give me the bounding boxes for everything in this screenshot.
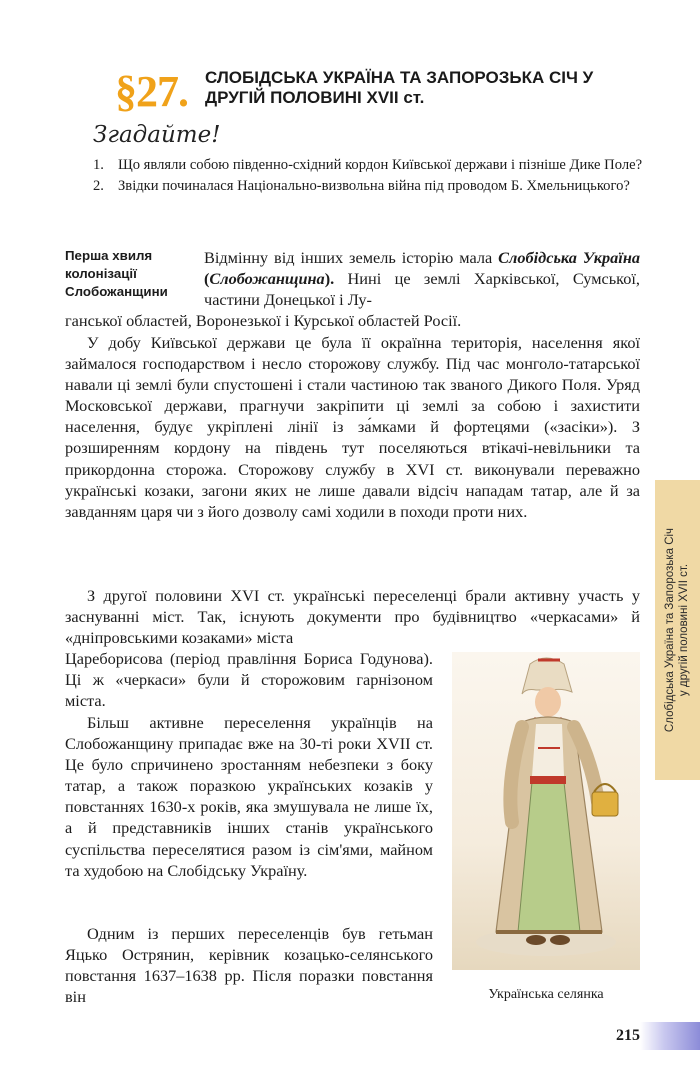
chapter-side-tab xyxy=(655,480,700,780)
intro-text: Відмінну від інших земель історію мала xyxy=(204,248,499,267)
list-item xyxy=(93,176,643,197)
recall-heading: Згадайте! xyxy=(93,122,221,148)
paren-close: ). xyxy=(324,269,335,289)
question-number: 1. xyxy=(93,157,104,173)
paren-open: ( xyxy=(204,269,210,289)
paragraph-tsareborysov: Цареборисова (період правління Бориса Годунова). Ці ж «черкаси» були й сторожовим гарнізоном міста. xyxy=(65,649,433,711)
chapter-title: СЛОБІДСЬКА УКРАЇНА ТА ЗАПОРОЗЬКА СІЧ У ДРУГІЙ ПОЛОВИНІ XVII ст. xyxy=(205,68,594,107)
intro-text-rest: Нині це землі Харківської, Сумської, частини Донецької і Лу- xyxy=(204,269,640,310)
chapter-header xyxy=(115,64,655,124)
paragraph-ostryanyn: Одним із перших переселенців був гетьман Яцько Острянин, керівник козацько-селянського повстання 1637–1638 рр. Після поразки повстання він xyxy=(65,924,433,1007)
paragraph-intro xyxy=(204,247,640,310)
paragraph-kyiv-era: У добу Київської держави це була її окраїнна територія, населення якої займалося господарством і несло сторожову службу. Під час монголо-татарської навали ці землі були спустошені і стали частиною так званого Дикого Поля. Уряд Московської держави, прагнучи закріпити ці землі за собою і захистити населення, будує укріплені лінії із за́мками й фортецями («засіки»). З розширенням кордону на південь тут поселяються втікачі-невільники та прикордонна сторожа. Сторожову службу в XVI ст. виконували переважно українські козаки, загони яких не лише давали відсіч нападам татар, але й за завданням царя чи з його дозволу самі ходили в походи проти них. xyxy=(65,333,640,521)
paragraph-settlers-cities: З другої половини XVI ст. українські переселенці брали активну участь у заснуванні міст. Так, існують документи про будівництво «черкасами» й «дніпровськими козаками» міста xyxy=(65,586,640,648)
recall-questions xyxy=(93,155,643,197)
term-slobozhanshchyna: Слобожанщина xyxy=(209,269,325,289)
side-tab-line: Слобідська Україна та Запорозька Січ xyxy=(664,527,676,733)
peasant-woman-icon xyxy=(452,652,640,970)
paragraph-migration-1630s: Більш активне переселення українців на Слобожанщину припадає вже на 30-ті роки XVII ст. Це було спричинено зростанням небезпеки з боку татар, а також поразкою українських козаків у повстаннях 1630-х років, яка змушувала не лише їх, а й представників інших станів українського суспільства переселятися разом із сім'ями, майном та худобою на Слобідську Україну. xyxy=(65,713,433,880)
list-item xyxy=(93,155,643,176)
paragraph-intro-end: ганської областей, Воронезької і Курської областей Росії. xyxy=(65,311,462,330)
section-sidehead: Перша хвиля колонізації Слобожанщини xyxy=(65,248,168,299)
figure-caption: Українська селянка xyxy=(488,987,604,1002)
question-text: Що являли собою південно-східний кордон Київської держави і пізніше Дике Поле? xyxy=(118,157,643,173)
side-tab-title xyxy=(663,485,691,775)
page-number: 215 xyxy=(616,1027,640,1044)
term-sloboda-ukraine: Слобідська Україна xyxy=(498,248,641,267)
page-number-bar xyxy=(640,1022,700,1050)
question-number: 2. xyxy=(93,178,104,194)
question-text: Звідки починалася Національно-визвольна війна під проводом Б. Хмельницького? xyxy=(118,178,630,194)
paragraph-number: §27. xyxy=(115,67,188,116)
peasant-woman-illustration xyxy=(452,652,640,970)
side-tab-line: у другій половині XVII ст. xyxy=(678,563,690,697)
